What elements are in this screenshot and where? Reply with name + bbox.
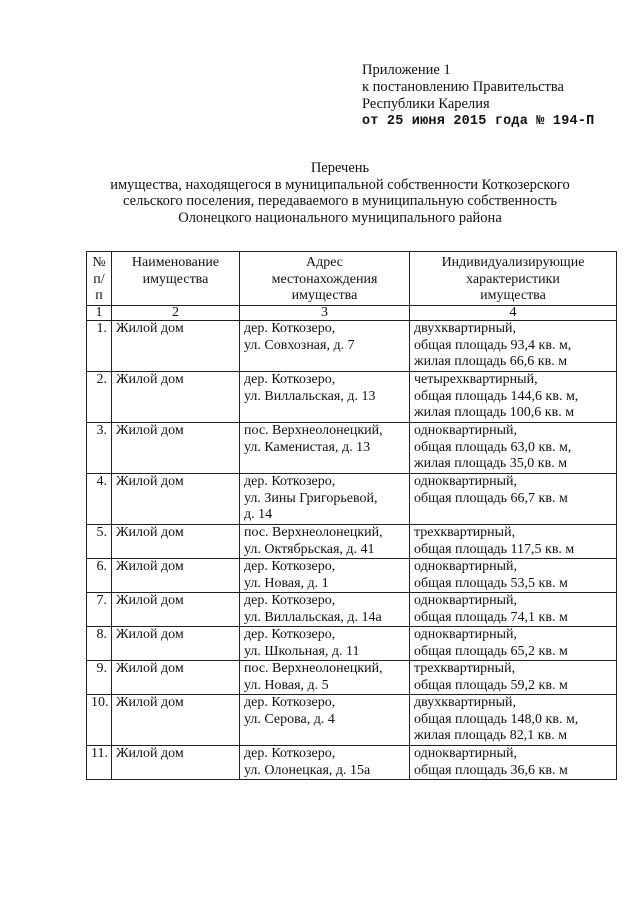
address-line: ул. Каменистая, д. 13 [244, 439, 371, 455]
row-number: 10. [87, 695, 112, 746]
property-characteristics [410, 474, 617, 525]
column-number: 2 [112, 306, 240, 321]
property-characteristics [410, 593, 617, 627]
characteristic-line: одноквартирный, [414, 593, 517, 608]
header-address: Адрес местонахождения имущества [240, 252, 410, 306]
characteristic-line: общая площадь 65,2 кв. м [414, 643, 568, 659]
property-address [240, 627, 410, 661]
address-line: ул. Зины Григорьевой, [244, 490, 378, 506]
table-row [87, 474, 617, 525]
row-number: 1. [87, 321, 112, 372]
characteristic-line: общая площадь 148,0 кв. м, [414, 711, 579, 727]
property-address [240, 593, 410, 627]
appendix-authority: Республики Карелия [362, 96, 490, 112]
address-line: дер. Коткозеро, [244, 372, 336, 387]
header-description: Индивидуализирующие характеристики имущества [410, 252, 617, 306]
row-number: 5. [87, 525, 112, 559]
property-characteristics [410, 525, 617, 559]
row-number: 8. [87, 627, 112, 661]
address-line: дер. Коткозеро, [244, 695, 336, 710]
property-characteristics [410, 423, 617, 474]
row-number: 9. [87, 661, 112, 695]
row-number: 11. [87, 746, 112, 780]
characteristic-line: одноквартирный, [414, 474, 517, 489]
characteristic-line: общая площадь 117,5 кв. м [414, 541, 575, 557]
characteristic-line: общая площадь 74,1 кв. м [414, 609, 568, 625]
table-row [87, 695, 617, 746]
property-characteristics [410, 559, 617, 593]
characteristic-line: общая площадь 144,6 кв. м, [414, 388, 579, 404]
address-line: дер. Коткозеро, [244, 746, 336, 761]
property-address [240, 525, 410, 559]
characteristic-line: жилая площадь 35,0 кв. м [414, 456, 568, 471]
characteristic-line: общая площадь 59,2 кв. м [414, 677, 568, 693]
address-line: дер. Коткозеро, [244, 474, 336, 489]
address-line: дер. Коткозеро, [244, 321, 336, 336]
table-row [87, 423, 617, 474]
address-line: дер. Коткозеро, [244, 627, 336, 642]
address-line: пос. Верхнеолонецкий, [244, 423, 383, 438]
table-row [87, 627, 617, 661]
address-line: ул. Совхозная, д. 7 [244, 337, 355, 353]
property-name: Жилой дом [112, 525, 240, 559]
property-characteristics [410, 695, 617, 746]
property-name: Жилой дом [112, 593, 240, 627]
address-line: ул. Виллальская, д. 13 [244, 388, 376, 404]
column-number: 3 [240, 306, 410, 321]
address-line: дер. Коткозеро, [244, 593, 336, 608]
characteristic-line: общая площадь 63,0 кв. м, [414, 439, 572, 455]
column-number: 1 [87, 306, 112, 321]
property-name: Жилой дом [112, 627, 240, 661]
row-number: 3. [87, 423, 112, 474]
property-address [240, 695, 410, 746]
address-line: ул. Виллальская, д. 14а [244, 609, 382, 625]
characteristic-line: общая площадь 66,7 кв. м [414, 490, 568, 506]
property-address [240, 474, 410, 525]
property-address [240, 559, 410, 593]
characteristic-line: двухквартирный, [414, 695, 517, 710]
row-number: 7. [87, 593, 112, 627]
characteristic-line: жилая площадь 100,6 кв. м [414, 405, 575, 420]
row-number: 2. [87, 372, 112, 423]
property-characteristics [410, 746, 617, 780]
characteristic-line: трехквартирный, [414, 661, 516, 676]
property-name: Жилой дом [112, 746, 240, 780]
characteristic-line: жилая площадь 82,1 кв. м [414, 728, 568, 743]
characteristic-line: четырехквартирный, [414, 372, 538, 387]
property-address [240, 661, 410, 695]
property-address [240, 321, 410, 372]
characteristic-line: общая площадь 53,5 кв. м [414, 575, 568, 591]
property-name: Жилой дом [112, 321, 240, 372]
property-name: Жилой дом [112, 559, 240, 593]
header-num: № п/п [87, 252, 112, 306]
characteristic-line: трехквартирный, [414, 525, 516, 540]
property-address [240, 746, 410, 780]
property-address [240, 372, 410, 423]
characteristic-line: одноквартирный, [414, 746, 517, 761]
address-line: ул. Новая, д. 5 [244, 677, 329, 693]
table-row [87, 321, 617, 372]
address-line: д. 14 [244, 507, 273, 522]
column-number: 4 [410, 306, 617, 321]
title-line-2: имущества, находящегося в муниципальной собственности Коткозерского [110, 176, 570, 193]
property-name: Жилой дом [112, 474, 240, 525]
property-table [86, 251, 617, 780]
table-body [87, 321, 617, 780]
characteristic-line: одноквартирный, [414, 559, 517, 574]
property-name: Жилой дом [112, 695, 240, 746]
property-characteristics [410, 321, 617, 372]
appendix-date-stamp: от 25 июня 2015 года № 194-П [362, 114, 595, 129]
table-row [87, 661, 617, 695]
table-row [87, 559, 617, 593]
property-name: Жилой дом [112, 661, 240, 695]
table-row [87, 593, 617, 627]
address-line: ул. Олонецкая, д. 15а [244, 762, 371, 778]
appendix-header [362, 62, 632, 130]
characteristic-line: одноквартирный, [414, 627, 517, 642]
property-characteristics [410, 627, 617, 661]
property-name: Жилой дом [112, 372, 240, 423]
property-characteristics [410, 661, 617, 695]
characteristic-line: общая площадь 93,4 кв. м, [414, 337, 572, 353]
characteristic-line: двухквартирный, [414, 321, 517, 336]
table-row [87, 525, 617, 559]
row-number: 6. [87, 559, 112, 593]
address-line: пос. Верхнеолонецкий, [244, 525, 383, 540]
title-line-4: Олонецкого национального муниципального района [178, 209, 502, 226]
address-line: ул. Серова, д. 4 [244, 711, 335, 727]
property-characteristics [410, 372, 617, 423]
characteristic-line: жилая площадь 66,6 кв. м [414, 354, 568, 369]
header-name: Наименование имущества [112, 252, 240, 306]
row-number: 4. [87, 474, 112, 525]
address-line: пос. Верхнеолонецкий, [244, 661, 383, 676]
address-line: ул. Школьная, д. 11 [244, 643, 360, 659]
property-name: Жилой дом [112, 423, 240, 474]
characteristic-line: общая площадь 36,6 кв. м [414, 762, 568, 778]
column-number-row [87, 306, 617, 321]
document-title [40, 160, 640, 226]
title-line-3: сельского поселения, передаваемого в муниципальную собственность [123, 193, 557, 209]
address-line: ул. Октябрьская, д. 41 [244, 541, 375, 557]
appendix-reference: к постановлению Правительства [362, 79, 564, 95]
property-address [240, 423, 410, 474]
table-row [87, 746, 617, 780]
address-line: дер. Коткозеро, [244, 559, 336, 574]
table-row [87, 372, 617, 423]
characteristic-line: одноквартирный, [414, 423, 517, 438]
appendix-label: Приложение 1 [362, 62, 451, 78]
table-header-row [87, 252, 617, 306]
address-line: ул. Новая, д. 1 [244, 575, 329, 591]
title-line-1: Перечень [310, 160, 370, 176]
